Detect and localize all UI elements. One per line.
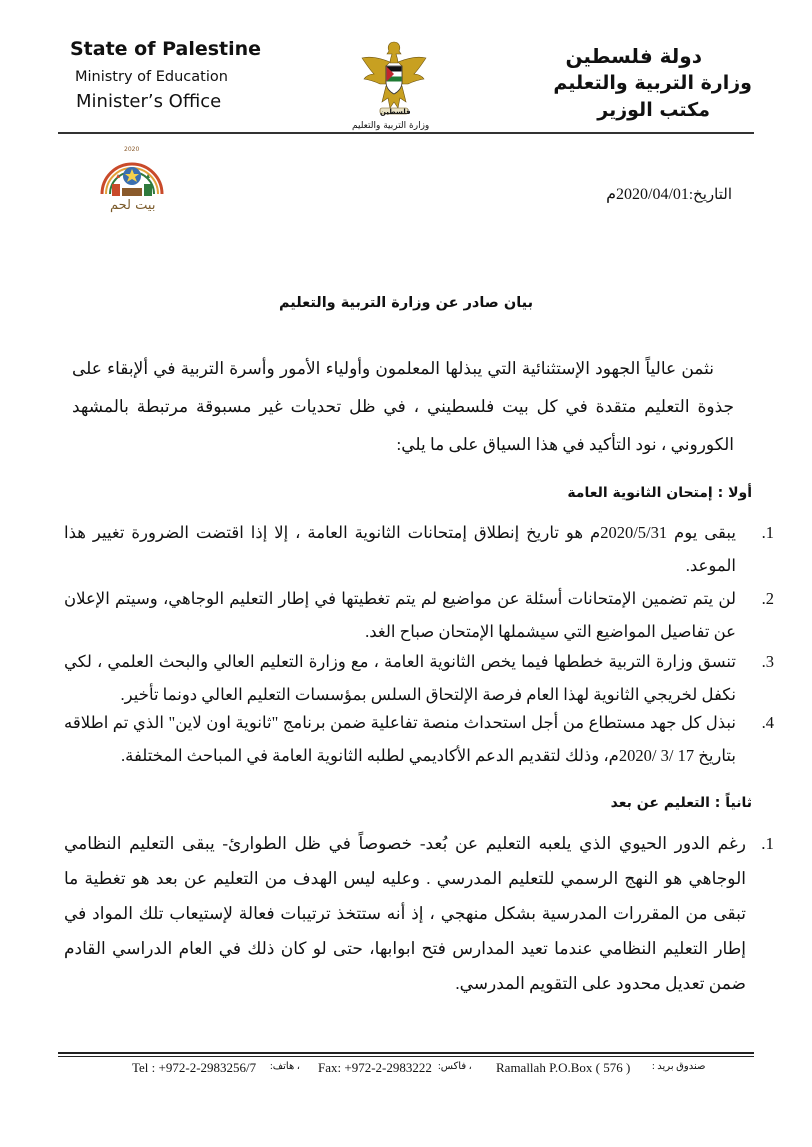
logo-caption: بيت لحم	[110, 198, 156, 213]
footer-tel: Tel : +972-2-2983256/7	[132, 1060, 257, 1075]
header-ar-state: دولة فلسطين	[565, 44, 702, 68]
footer-divider-top	[58, 1052, 754, 1054]
section-heading-2: ثانياً : التعليم عن بعد	[610, 795, 752, 811]
list-item	[64, 582, 774, 648]
emblem-caption: وزارة التربية والتعليم	[352, 121, 430, 131]
document-date	[606, 184, 732, 204]
list-item-number: 4.	[761, 713, 774, 732]
list-item-text: لن يتم تضمين الإمتحانات أسئلة عن مواضيع لم يتم تغطيتها في إطار التعليم الوجاهي، وسيتم الإعلان عن تفاصيل المواضيع التي سيشملها الإمتحان صباح الغد.	[64, 589, 736, 641]
section-heading-1: أولا : إمتحان الثانوية العامة	[567, 485, 752, 501]
footer-pobox-ar: صندوق بريد :	[652, 1061, 706, 1072]
intro-paragraph: نثمن عالياً الجهود الإستثنائية التي يبذلها المعلمون وأولياء الأمور وأسرة التربية في ألإبقاء على جذوة التعليم متقدة في كل بيت فلسطيني ، في ظل تحديات غير مسبوقة مرتبطة بالمشهد الكوروني ، نود التأكيد في هذا السياق على ما يلي:	[72, 359, 734, 454]
list-item	[64, 645, 774, 711]
emblem-word: فلسطين	[380, 108, 411, 116]
footer-contact	[60, 1060, 752, 1080]
footer-fax-ar: ، فاكس:	[438, 1061, 472, 1072]
header-en-ministry: Ministry of Education	[75, 69, 228, 85]
list-item-number: 3.	[761, 652, 774, 671]
date-label: التاريخ:	[688, 187, 732, 203]
page-title: بيان صادر عن وزارة التربية والتعليم	[278, 295, 534, 311]
header-divider	[58, 132, 754, 134]
header-ar-ministry: وزارة التربية والتعليم	[553, 72, 752, 94]
header-en-state: State of Palestine	[70, 38, 262, 60]
list-item-number: 2.	[761, 589, 774, 608]
list-item-text: نبذل كل جهد مستطاع من أجل استحداث منصة تفاعلية ضمن برنامج "ثانوية اون لاين" الذي تم اطلاقه بتاريخ 17 /3 /2020م، وذلك لتقديم الدعم الأكاديمي لطلبه الثانوية العامة في المباحث المختلفة.	[64, 713, 736, 765]
footer-tel-ar: ، هاتف:	[270, 1061, 300, 1072]
header-en-office: Minister’s Office	[76, 91, 222, 112]
list-item-number: 1.	[761, 523, 774, 542]
list-item-text: تنسق وزارة التربية خططها فيما يخص الثانوية العامة ، مع وزارة التعليم العالي والبحث العلمي ، لكي نكفل لخريجي الثانوية لهذا العام فرصة الإلتحاق السلس بمؤسسات التعليم العالي دونما تأخير.	[64, 652, 736, 704]
eagle-icon	[356, 38, 432, 134]
list-item-number: 1.	[761, 834, 774, 853]
logo-year: 2020	[124, 146, 140, 153]
list-item	[64, 706, 774, 772]
date-value: 2020/04/01م	[606, 186, 689, 203]
list-item-text: يبقى يوم 2020/5/31م هو تاريخ إنطلاق إمتحانات الثانوية العامة ، إلا إذا اقتضت الضرورة تغيير هذا الموعد.	[64, 523, 736, 575]
footer-divider-bottom	[58, 1056, 754, 1057]
footer-pobox: Ramallah P.O.Box ( 576 )	[496, 1060, 631, 1075]
list-item	[64, 826, 774, 1001]
list-item	[64, 516, 774, 582]
palestine-eagle-emblem	[356, 38, 432, 134]
footer-fax: Fax: +972-2-2983222	[318, 1060, 432, 1075]
header-ar-office: مكتب الوزير	[597, 99, 710, 121]
list-item-text: رغم الدور الحيوي الذي يلعبه التعليم عن بُعد- خصوصاً في ظل الطوارئ- يبقى التعليم النظامي الوجاهي هو النهج الرسمي للتعليم المدرسي . وعليه ليس الهدف من التعليم عن بعد هو تغطية ما تبقى من المقررات المدرسية بشكل منهجي ، إذ أنه ستتخذ ترتيبات فعالة لإستيعاب تلك المواد في إطار التعليم النظامي عندما تعيد المدارس فتح ابوابها، حتى لو كان ذلك في العام الدراسي القادم ضمن تعديل محدود على التقويم المدرسي.	[64, 834, 746, 993]
